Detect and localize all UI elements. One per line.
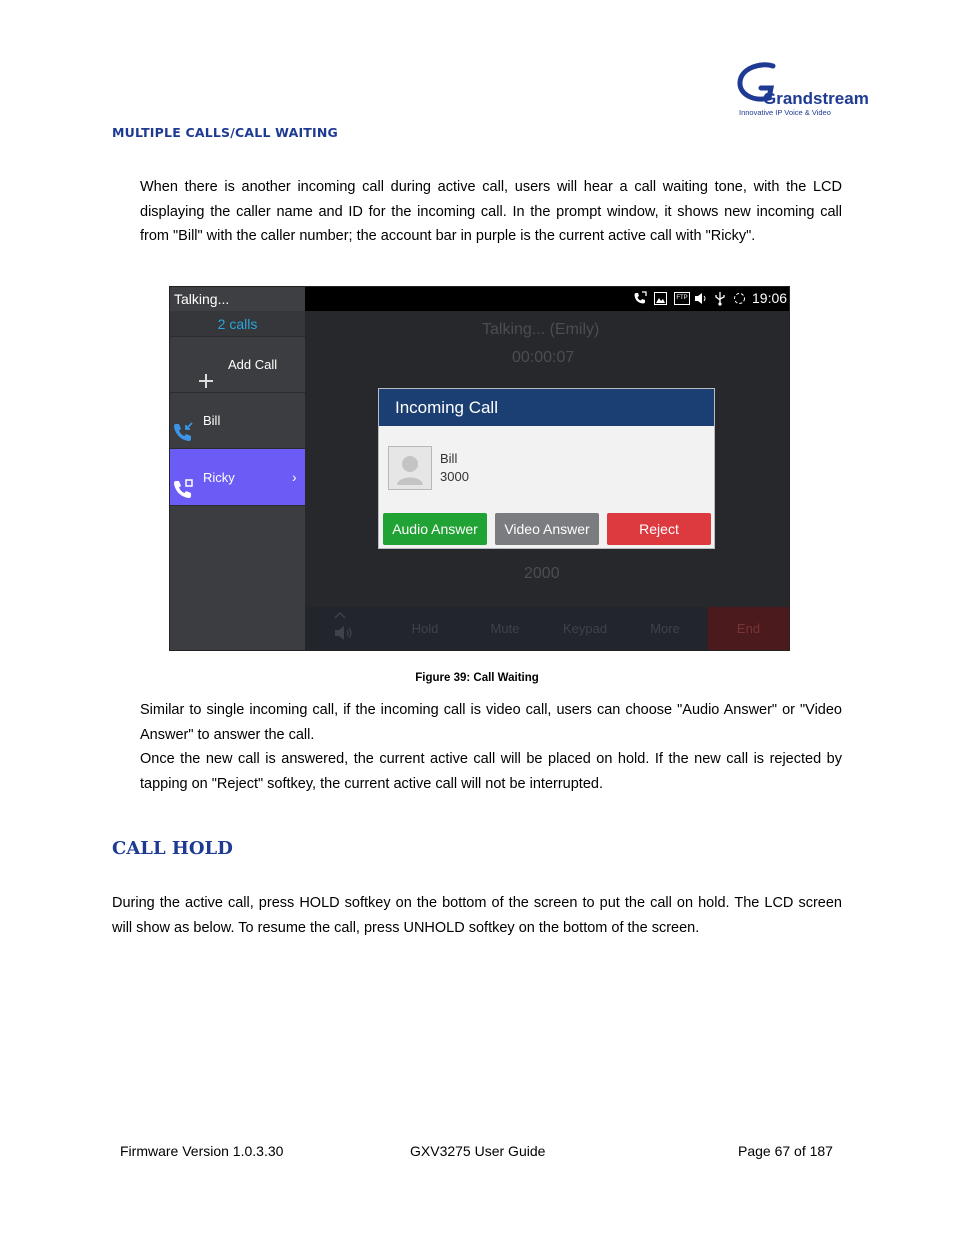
calls-count: 2 calls: [170, 311, 305, 337]
status-time: 19:06: [752, 290, 788, 306]
call-item-bill[interactable]: [170, 393, 305, 449]
avatar: [388, 446, 432, 490]
call-item-name: Bill: [203, 413, 221, 428]
paragraph-call-waiting: When there is another incoming call during active call, users will hear a call waiting tone, with the LCD displaying the caller name and ID for the incoming call. In the prompt window, it shows new incoming call from "Bill" with the caller number; the account bar in purple is the current active call with "Ricky".: [140, 179, 842, 244]
chevron-up-icon[interactable]: [333, 607, 347, 625]
call-sidebar: [170, 311, 305, 650]
logo-tagline: Innovative IP Voice & Video: [739, 108, 831, 117]
dialog-title: Incoming Call: [379, 389, 714, 426]
paragraph-answer-options: [140, 698, 842, 796]
chevron-right-icon: ›: [292, 469, 297, 485]
softkey-bar: [305, 607, 789, 650]
ftp-icon: FTP: [674, 292, 690, 305]
speaker-icon[interactable]: [334, 625, 354, 646]
paragraph-hold-reject: Once the new call is answered, the current active call will be placed on hold. If the new call is rejected by tapping on "Reject" softkey, the current active call will not be interrupted.: [140, 751, 842, 792]
softkey-more[interactable]: More: [650, 621, 680, 636]
section-heading: MULTIPLE CALLS/CALL WAITING: [112, 125, 339, 140]
figure-caption: Figure 39: Call Waiting: [415, 672, 539, 684]
usb-icon: [713, 291, 727, 309]
bg-talking-label: Talking... (Emily): [482, 321, 600, 338]
footer-guide-title: GXV3275 User Guide: [410, 1143, 546, 1159]
incoming-call-dialog: [378, 388, 715, 549]
grandstream-logo-icon: [735, 60, 869, 118]
image-icon: [654, 292, 667, 308]
footer-page-number: Page 67 of 187: [738, 1143, 833, 1159]
bg-number: 2000: [524, 565, 560, 582]
call-hold-heading: CALL HOLD: [112, 838, 233, 859]
add-call-label: Add Call: [228, 357, 278, 372]
volume-icon: [694, 292, 708, 308]
call-item-ricky-active[interactable]: [170, 449, 305, 506]
softkey-mute[interactable]: Mute: [490, 621, 520, 636]
caller-number: 3000: [440, 469, 469, 484]
footer-firmware: Firmware Version 1.0.3.30: [120, 1143, 284, 1159]
audio-answer-button[interactable]: Audio Answer: [383, 513, 487, 545]
active-call-icon: [172, 467, 194, 524]
call-waiting-screenshot: [169, 286, 790, 651]
paragraph-video-call: Similar to single incoming call, if the incoming call is video call, users can choose "Audio Answer" or "Video Answer" to answer the call.: [140, 702, 842, 743]
softkey-hold[interactable]: Hold: [411, 621, 439, 636]
add-call-button[interactable]: [170, 337, 305, 393]
call-forward-icon: [633, 291, 647, 308]
status-bar: [305, 287, 789, 311]
paragraph-call-hold: During the active call, press HOLD softkey on the bottom of the screen to put the call on hold. The LCD screen will show as below. To resume the call, press UNHOLD softkey on the bottom of the screen.: [112, 895, 842, 936]
softkey-end[interactable]: End: [708, 607, 789, 650]
talking-status: Talking...: [170, 287, 305, 311]
bg-call-timer: 00:00:07: [512, 349, 575, 366]
logo-brand: Grandstream: [763, 89, 869, 108]
call-item-name: Ricky: [203, 470, 235, 485]
softkey-keypad[interactable]: Keypad: [562, 621, 608, 636]
reject-button[interactable]: Reject: [607, 513, 711, 545]
contact-avatar-icon: [389, 447, 431, 489]
video-answer-button[interactable]: Video Answer: [495, 513, 599, 545]
sync-icon: [733, 292, 746, 308]
caller-name: Bill: [440, 451, 458, 466]
grandstream-logo: [735, 60, 869, 118]
